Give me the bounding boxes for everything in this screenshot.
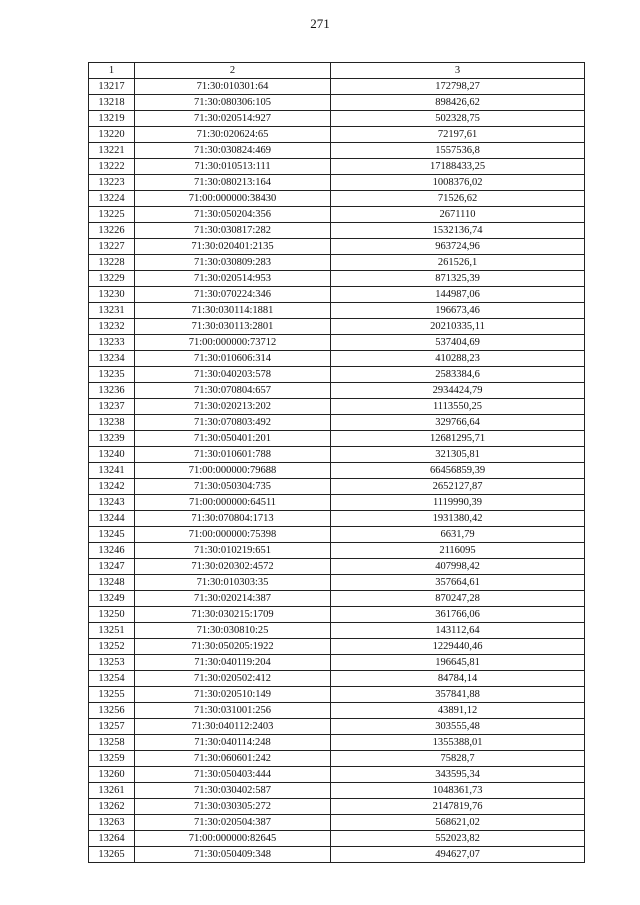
row-number-cell: 13261 <box>89 783 135 799</box>
value-cell: 17188433,25 <box>331 159 585 175</box>
cadastral-number-cell: 71:30:010303:35 <box>135 575 331 591</box>
value-cell: 1355388,01 <box>331 735 585 751</box>
value-cell: 321305,81 <box>331 447 585 463</box>
value-cell: 2652127,87 <box>331 479 585 495</box>
table-row <box>89 799 585 815</box>
row-number-cell: 13255 <box>89 687 135 703</box>
value-cell: 357664,61 <box>331 575 585 591</box>
value-cell: 143112,64 <box>331 623 585 639</box>
value-cell: 898426,62 <box>331 95 585 111</box>
row-number-cell: 13228 <box>89 255 135 271</box>
row-number-cell: 13226 <box>89 223 135 239</box>
cadastral-number-cell: 71:00:000000:79688 <box>135 463 331 479</box>
table-row <box>89 639 585 655</box>
value-cell: 71526,62 <box>331 191 585 207</box>
row-number-cell: 13221 <box>89 143 135 159</box>
row-number-cell: 13248 <box>89 575 135 591</box>
value-cell: 6631,79 <box>331 527 585 543</box>
row-number-cell: 13263 <box>89 815 135 831</box>
header-row <box>89 63 585 79</box>
value-cell: 43891,12 <box>331 703 585 719</box>
table-row <box>89 255 585 271</box>
value-cell: 2583384,6 <box>331 367 585 383</box>
table-header <box>89 63 585 79</box>
table-body <box>89 79 585 863</box>
cadastral-number-cell: 71:30:020514:927 <box>135 111 331 127</box>
table-row <box>89 351 585 367</box>
cadastral-number-cell: 71:30:040112:2403 <box>135 719 331 735</box>
cadastral-number-cell: 71:30:020214:387 <box>135 591 331 607</box>
value-cell: 1557536,8 <box>331 143 585 159</box>
cadastral-number-cell: 71:30:050401:201 <box>135 431 331 447</box>
column-header-1: 1 <box>89 63 135 79</box>
cadastral-number-cell: 71:30:030824:469 <box>135 143 331 159</box>
row-number-cell: 13262 <box>89 799 135 815</box>
table-row <box>89 847 585 863</box>
page-number: 271 <box>310 16 330 31</box>
cadastral-number-cell: 71:30:010606:314 <box>135 351 331 367</box>
value-cell: 502328,75 <box>331 111 585 127</box>
row-number-cell: 13235 <box>89 367 135 383</box>
value-cell: 72197,61 <box>331 127 585 143</box>
table-row <box>89 527 585 543</box>
table-row <box>89 607 585 623</box>
row-number-cell: 13219 <box>89 111 135 127</box>
cadastral-number-cell: 71:30:020213:202 <box>135 399 331 415</box>
table-row <box>89 447 585 463</box>
row-number-cell: 13244 <box>89 511 135 527</box>
cadastral-number-cell: 71:30:010219:651 <box>135 543 331 559</box>
table-row <box>89 623 585 639</box>
table-row <box>89 735 585 751</box>
table-row <box>89 655 585 671</box>
cadastral-number-cell: 71:30:040114:248 <box>135 735 331 751</box>
value-cell: 2116095 <box>331 543 585 559</box>
value-cell: 144987,06 <box>331 287 585 303</box>
row-number-cell: 13246 <box>89 543 135 559</box>
value-cell: 75828,7 <box>331 751 585 767</box>
value-cell: 343595,34 <box>331 767 585 783</box>
value-cell: 361766,06 <box>331 607 585 623</box>
cadastral-number-cell: 71:30:040119:204 <box>135 655 331 671</box>
row-number-cell: 13240 <box>89 447 135 463</box>
value-cell: 261526,1 <box>331 255 585 271</box>
cadastral-number-cell: 71:30:050304:735 <box>135 479 331 495</box>
cadastral-number-cell: 71:30:030810:25 <box>135 623 331 639</box>
cadastral-number-cell: 71:30:010513:111 <box>135 159 331 175</box>
table-row <box>89 783 585 799</box>
table-row <box>89 287 585 303</box>
table-row <box>89 815 585 831</box>
row-number-cell: 13250 <box>89 607 135 623</box>
table-row <box>89 383 585 399</box>
cadastral-number-cell: 71:30:020302:4572 <box>135 559 331 575</box>
table-row <box>89 79 585 95</box>
row-number-cell: 13227 <box>89 239 135 255</box>
cadastral-number-cell: 71:00:000000:38430 <box>135 191 331 207</box>
row-number-cell: 13237 <box>89 399 135 415</box>
row-number-cell: 13243 <box>89 495 135 511</box>
table-row <box>89 271 585 287</box>
table-row <box>89 95 585 111</box>
table-row <box>89 239 585 255</box>
table-row <box>89 511 585 527</box>
table-row <box>89 127 585 143</box>
row-number-cell: 13232 <box>89 319 135 335</box>
table-row <box>89 687 585 703</box>
table-row <box>89 399 585 415</box>
cadastral-number-cell: 71:30:020514:953 <box>135 271 331 287</box>
row-number-cell: 13254 <box>89 671 135 687</box>
value-cell: 871325,39 <box>331 271 585 287</box>
value-cell: 2934424,79 <box>331 383 585 399</box>
row-number-cell: 13236 <box>89 383 135 399</box>
cadastral-number-cell: 71:30:020401:2135 <box>135 239 331 255</box>
row-number-cell: 13238 <box>89 415 135 431</box>
row-number-cell: 13241 <box>89 463 135 479</box>
row-number-cell: 13223 <box>89 175 135 191</box>
cadastral-number-cell: 71:30:050403:444 <box>135 767 331 783</box>
table-row <box>89 495 585 511</box>
value-cell: 329766,64 <box>331 415 585 431</box>
value-cell: 407998,42 <box>331 559 585 575</box>
row-number-cell: 13231 <box>89 303 135 319</box>
cadastral-number-cell: 71:30:020510:149 <box>135 687 331 703</box>
row-number-cell: 13233 <box>89 335 135 351</box>
value-cell: 84784,14 <box>331 671 585 687</box>
cadastral-number-cell: 71:30:031001:256 <box>135 703 331 719</box>
cadastral-number-cell: 71:30:050409:348 <box>135 847 331 863</box>
table-row <box>89 543 585 559</box>
value-cell: 494627,07 <box>331 847 585 863</box>
table-row <box>89 191 585 207</box>
value-cell: 196673,46 <box>331 303 585 319</box>
row-number-cell: 13249 <box>89 591 135 607</box>
cadastral-number-cell: 71:00:000000:82645 <box>135 831 331 847</box>
cadastral-number-cell: 71:30:030113:2801 <box>135 319 331 335</box>
cadastral-number-cell: 71:30:070804:1713 <box>135 511 331 527</box>
row-number-cell: 13220 <box>89 127 135 143</box>
value-cell: 2671110 <box>331 207 585 223</box>
cadastral-number-cell: 71:30:060601:242 <box>135 751 331 767</box>
cadastral-number-cell: 71:30:080306:105 <box>135 95 331 111</box>
cadastral-number-cell: 71:00:000000:64511 <box>135 495 331 511</box>
cadastral-number-cell: 71:30:080213:164 <box>135 175 331 191</box>
value-cell: 12681295,71 <box>331 431 585 447</box>
row-number-cell: 13229 <box>89 271 135 287</box>
table-row <box>89 415 585 431</box>
data-table <box>88 62 585 863</box>
table-row <box>89 719 585 735</box>
value-cell: 1119990,39 <box>331 495 585 511</box>
table-row <box>89 767 585 783</box>
row-number-cell: 13252 <box>89 639 135 655</box>
value-cell: 1931380,42 <box>331 511 585 527</box>
row-number-cell: 13258 <box>89 735 135 751</box>
cadastral-number-cell: 71:30:040203:578 <box>135 367 331 383</box>
row-number-cell: 13259 <box>89 751 135 767</box>
table-row <box>89 559 585 575</box>
cadastral-number-cell: 71:30:020624:65 <box>135 127 331 143</box>
row-number-cell: 13265 <box>89 847 135 863</box>
row-number-cell: 13253 <box>89 655 135 671</box>
cadastral-number-cell: 71:00:000000:75398 <box>135 527 331 543</box>
row-number-cell: 13245 <box>89 527 135 543</box>
row-number-cell: 13256 <box>89 703 135 719</box>
row-number-cell: 13218 <box>89 95 135 111</box>
table-row <box>89 703 585 719</box>
value-cell: 1532136,74 <box>331 223 585 239</box>
cadastral-number-cell: 71:30:070804:657 <box>135 383 331 399</box>
cadastral-number-cell: 71:30:030817:282 <box>135 223 331 239</box>
column-header-3: 3 <box>331 63 585 79</box>
row-number-cell: 13217 <box>89 79 135 95</box>
value-cell: 172798,27 <box>331 79 585 95</box>
table-row <box>89 591 585 607</box>
table-row <box>89 367 585 383</box>
row-number-cell: 13257 <box>89 719 135 735</box>
value-cell: 66456859,39 <box>331 463 585 479</box>
table-row <box>89 831 585 847</box>
value-cell: 963724,96 <box>331 239 585 255</box>
table-row <box>89 159 585 175</box>
table-row <box>89 671 585 687</box>
value-cell: 870247,28 <box>331 591 585 607</box>
cadastral-number-cell: 71:30:010601:788 <box>135 447 331 463</box>
table-row <box>89 175 585 191</box>
row-number-cell: 13247 <box>89 559 135 575</box>
value-cell: 303555,48 <box>331 719 585 735</box>
value-cell: 20210335,11 <box>331 319 585 335</box>
cadastral-number-cell: 71:30:030809:283 <box>135 255 331 271</box>
table-row <box>89 479 585 495</box>
table-row <box>89 431 585 447</box>
table-row <box>89 207 585 223</box>
cadastral-number-cell: 71:30:050205:1922 <box>135 639 331 655</box>
column-header-2: 2 <box>135 63 331 79</box>
table-row <box>89 751 585 767</box>
row-number-cell: 13260 <box>89 767 135 783</box>
value-cell: 552023,82 <box>331 831 585 847</box>
cadastral-number-cell: 71:30:030402:587 <box>135 783 331 799</box>
table-row <box>89 319 585 335</box>
value-cell: 1048361,73 <box>331 783 585 799</box>
value-cell: 196645,81 <box>331 655 585 671</box>
table-row <box>89 575 585 591</box>
row-number-cell: 13239 <box>89 431 135 447</box>
table-row <box>89 111 585 127</box>
table-row <box>89 303 585 319</box>
cadastral-number-cell: 71:30:020502:412 <box>135 671 331 687</box>
row-number-cell: 13225 <box>89 207 135 223</box>
value-cell: 1229440,46 <box>331 639 585 655</box>
cadastral-number-cell: 71:30:030305:272 <box>135 799 331 815</box>
table-row <box>89 335 585 351</box>
row-number-cell: 13222 <box>89 159 135 175</box>
value-cell: 1008376,02 <box>331 175 585 191</box>
row-number-cell: 13251 <box>89 623 135 639</box>
cadastral-number-cell: 71:30:070803:492 <box>135 415 331 431</box>
table-row <box>89 143 585 159</box>
value-cell: 537404,69 <box>331 335 585 351</box>
row-number-cell: 13264 <box>89 831 135 847</box>
row-number-cell: 13224 <box>89 191 135 207</box>
cadastral-number-cell: 71:30:070224:346 <box>135 287 331 303</box>
table-row <box>89 463 585 479</box>
row-number-cell: 13242 <box>89 479 135 495</box>
value-cell: 568621,02 <box>331 815 585 831</box>
value-cell: 1113550,25 <box>331 399 585 415</box>
cadastral-number-cell: 71:30:030215:1709 <box>135 607 331 623</box>
value-cell: 357841,88 <box>331 687 585 703</box>
cadastral-number-cell: 71:30:020504:387 <box>135 815 331 831</box>
value-cell: 410288,23 <box>331 351 585 367</box>
cadastral-number-cell: 71:30:010301:64 <box>135 79 331 95</box>
row-number-cell: 13230 <box>89 287 135 303</box>
cadastral-number-cell: 71:30:050204:356 <box>135 207 331 223</box>
cadastral-number-cell: 71:30:030114:1881 <box>135 303 331 319</box>
table-row <box>89 223 585 239</box>
cadastral-number-cell: 71:00:000000:73712 <box>135 335 331 351</box>
row-number-cell: 13234 <box>89 351 135 367</box>
value-cell: 2147819,76 <box>331 799 585 815</box>
